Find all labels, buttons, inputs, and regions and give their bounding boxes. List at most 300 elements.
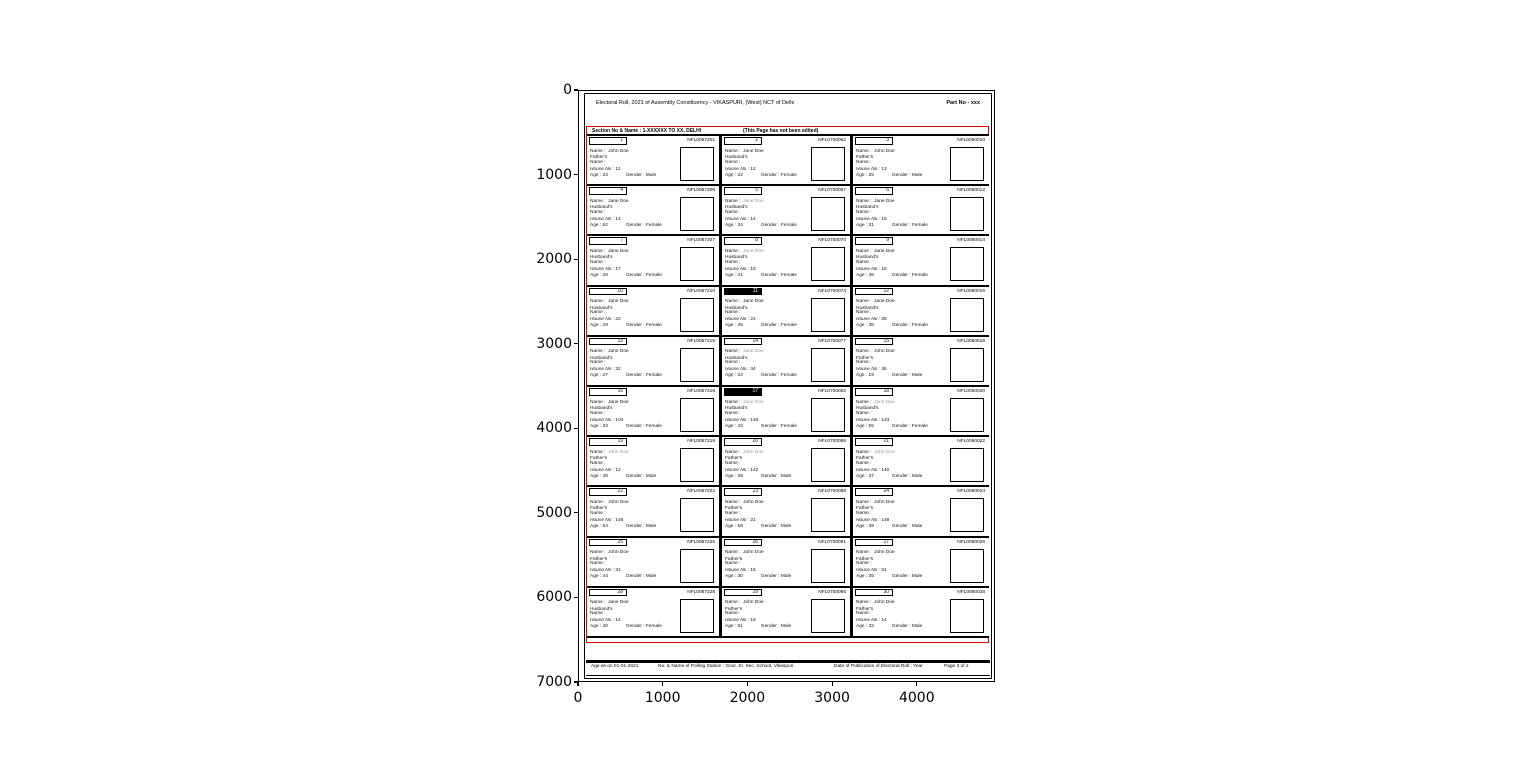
voter-photo-box: [680, 498, 714, 532]
age-value: Age : 24: [725, 373, 743, 379]
x-axis-tick-label: 3000: [814, 690, 850, 706]
age-value: Age : 38: [856, 323, 874, 329]
age-value: Age : 34: [725, 222, 743, 228]
age-value: Age : 32: [856, 624, 874, 630]
y-axis-tick-label: 4000: [536, 420, 572, 437]
epic-number: NFL0700062: [818, 138, 846, 143]
relation-line-2: Name :: [856, 561, 872, 567]
age-gender-line: [725, 173, 797, 179]
voter-card-grid: [587, 134, 989, 638]
voter-photo-box: [950, 549, 984, 583]
y-axis-tick-label: 7000: [536, 674, 572, 690]
age-value: Age : 37: [856, 473, 874, 479]
house-number-line: House No : 18: [856, 266, 887, 272]
relation-line-1: Husband's: [725, 305, 748, 311]
voter-card: [853, 186, 989, 234]
serial-number-box: 26: [724, 539, 762, 547]
serial-number-box: 8: [724, 237, 762, 245]
voter-name-line: Name : Jane Doe: [725, 349, 764, 355]
voter-name: Jane Doe: [874, 299, 895, 305]
relation-line-1: Father's: [856, 456, 874, 462]
relation-line-2: Name :: [856, 510, 872, 516]
voter-photo-box: [811, 498, 845, 532]
plot-area: [578, 90, 995, 682]
relation-line-2: Name :: [590, 561, 606, 567]
section-value: 1-XXXXXX TO XX, DELHI: [642, 127, 702, 134]
voter-card: [587, 487, 719, 535]
voter-photo-box: [680, 398, 714, 432]
epic-number: NFL0057207: [687, 238, 715, 244]
age-value: Age : 58: [725, 523, 743, 529]
voter-name: Jane Doe: [608, 198, 629, 204]
voter-name: John Doe: [608, 499, 629, 505]
voter-card: [853, 588, 989, 636]
relation-line-2: Name :: [856, 410, 872, 416]
relation-line-2: Name :: [590, 209, 606, 215]
age-gender-line: [856, 173, 922, 179]
voter-photo-box: [950, 147, 984, 181]
age-value: Age : 33: [590, 423, 608, 429]
relation-line-1: Father's: [856, 355, 874, 361]
relation-line-2: Name :: [856, 259, 872, 265]
voter-name: Jane Doe: [743, 148, 764, 154]
house-number-line: House No : 14: [856, 618, 887, 624]
voter-name-line: Name : Jane Doe: [725, 198, 764, 204]
house-number-line: House No : 19: [725, 618, 756, 624]
voter-name: Jane Doe: [874, 248, 895, 254]
relation-line-1: Father's: [590, 456, 608, 462]
age-gender-line: [856, 474, 922, 480]
voter-card: [853, 337, 989, 385]
voter-name: John Doe: [608, 550, 629, 556]
footer-age-note: Age as on 01-01-2021: [591, 664, 639, 669]
relation-line-2: Name :: [590, 259, 606, 265]
serial-number-box: 21: [855, 438, 893, 446]
voter-name: John Doe: [608, 449, 629, 455]
house-number-line: House No : 140: [856, 467, 890, 473]
voter-photo-box: [811, 398, 845, 432]
voter-photo-box: [950, 398, 984, 432]
voter-card: [722, 287, 850, 335]
relation-line-2: Name :: [725, 561, 741, 567]
gender-value: Gender : Female: [625, 272, 662, 278]
relation-line-1: Father's: [725, 556, 743, 562]
relation-line-1: Husband's: [590, 255, 613, 261]
age-gender-line: [856, 624, 922, 630]
relation-line-1: Father's: [725, 606, 743, 612]
serial-number-box: 22: [589, 488, 627, 496]
epic-number: NFL0050010: [957, 138, 985, 143]
age-value: Age : 19: [856, 373, 874, 379]
voter-name: Jane Doe: [608, 349, 629, 355]
page-header-title: Electoral Roll, 2021 of Assembly Constituency - VIKASPURI, (West) NCT of Delhi: [596, 100, 795, 106]
voter-name-line: Name : Jane Doe: [590, 248, 629, 254]
epic-number: NFL0057228: [687, 589, 715, 595]
age-gender-line: [590, 574, 656, 580]
voter-name: John Doe: [874, 349, 895, 355]
age-value: Age : 25: [856, 172, 874, 178]
age-gender-line: [725, 273, 797, 279]
y-axis-tick-label: 0: [563, 82, 572, 98]
relation-line-1: Husband's: [725, 355, 748, 361]
epic-number: NFL0700067: [818, 188, 846, 194]
age-gender-line: [590, 223, 662, 229]
age-value: Age : 43: [725, 423, 743, 429]
relation-line-2: Name :: [590, 159, 606, 165]
epic-number: NFL0700086: [818, 439, 846, 445]
voter-name-line: Name : John Doe: [856, 349, 895, 355]
age-gender-line: [725, 574, 791, 580]
footer-top-rule: [586, 660, 990, 663]
relation-line-2: Name :: [725, 310, 741, 316]
y-axis-tick-mark: [574, 174, 578, 175]
house-number-line: House No : 18: [725, 266, 756, 272]
voter-photo-box: [950, 498, 984, 532]
age-gender-line: [590, 424, 662, 430]
voter-photo-box: [680, 298, 714, 332]
voter-photo-box: [811, 448, 845, 482]
voter-name-line: Name : Jane Doe: [856, 399, 895, 405]
voter-card: [587, 236, 719, 284]
epic-number: NFL0057225: [687, 539, 715, 545]
epic-number: NFL0057216: [687, 389, 715, 394]
epic-number: NFL0050020: [957, 389, 985, 394]
gender-value: Gender : Female: [891, 272, 928, 278]
gender-value: Gender : Female: [891, 423, 928, 429]
age-value: Age : 29: [590, 323, 608, 329]
age-gender-line: [590, 173, 656, 179]
age-gender-line: [725, 424, 797, 430]
house-number-line: House No : 12: [590, 166, 621, 172]
x-axis-tick-mark: [662, 682, 663, 686]
voter-name-line: Name : Jane Doe: [725, 299, 764, 305]
gender-value: Gender : Male: [760, 473, 792, 479]
serial-number-box: 2: [724, 137, 762, 145]
serial-number-box: 30: [855, 589, 893, 597]
footer-publication: Date of Publication of Electoral Roll : Year: [834, 664, 923, 669]
serial-number-box: 4: [589, 187, 627, 195]
voter-name: John Doe: [743, 449, 764, 455]
x-axis-tick-label: 2000: [729, 690, 766, 706]
y-axis-tick-label: 2000: [536, 251, 572, 268]
house-number-line: House No : 31: [590, 568, 621, 574]
gender-value: Gender : Female: [625, 323, 662, 329]
footer-polling-station: No. & Name of Polling Station : Govt. Sr. Sec. School, Vikaspuri: [658, 664, 794, 669]
voter-card: [853, 387, 989, 435]
serial-number-box: 11: [724, 288, 762, 296]
voter-card: [587, 337, 719, 385]
gender-value: Gender : Male: [891, 373, 923, 379]
age-value: Age : 61: [725, 624, 743, 630]
age-gender-line: [856, 524, 922, 530]
age-value: Age : 22: [725, 172, 743, 178]
serial-number-box: 16: [589, 388, 627, 396]
gender-value: Gender : Female: [625, 373, 662, 379]
epic-number: NFL0050016: [957, 288, 985, 294]
serial-number-box: 20: [724, 438, 762, 446]
footer-bottom-rule: [586, 675, 990, 677]
voter-card: [722, 186, 850, 234]
relation-line-1: Father's: [590, 506, 608, 512]
voter-name: Jane Doe: [608, 399, 629, 405]
epic-number: NFL0057210: [687, 288, 715, 294]
voter-name-line: Name : John Doe: [725, 499, 764, 505]
serial-number-box: 7: [589, 237, 627, 245]
age-value: Age : 45: [725, 323, 743, 329]
serial-number-box: 17: [724, 388, 762, 396]
x-axis-tick-label: 0: [573, 690, 583, 706]
voter-name-line: Name : Jane Doe: [590, 198, 629, 204]
voter-card: [587, 287, 719, 335]
age-gender-line: [725, 524, 791, 530]
voter-photo-box: [950, 298, 984, 332]
relation-line-1: Father's: [725, 456, 743, 462]
relation-line-2: Name :: [856, 460, 872, 466]
relation-line-1: Husband's: [856, 205, 879, 211]
relation-line-2: Name :: [856, 310, 872, 316]
age-value: Age : 41: [725, 272, 743, 278]
serial-number-box: 14: [724, 338, 762, 346]
voter-name-line: Name : Jane Doe: [590, 600, 629, 606]
house-number-line: House No : 140: [725, 417, 759, 423]
epic-number: NFL0700074: [818, 288, 846, 294]
epic-number: NFL0700082: [818, 389, 846, 394]
age-gender-line: [856, 323, 928, 329]
voter-name: Jane Doe: [743, 349, 764, 355]
relation-line-1: Father's: [725, 506, 743, 512]
voter-name-line: Name : John Doe: [725, 550, 764, 556]
voter-name-line: Name : Jane Doe: [856, 248, 895, 254]
voter-photo-box: [811, 247, 845, 281]
voter-card: [853, 487, 989, 535]
voter-photo-box: [680, 599, 714, 633]
age-value: Age : 48: [590, 473, 608, 479]
voter-name-line: Name : Jane Doe: [590, 349, 629, 355]
serial-number-box: 1: [589, 137, 627, 145]
voter-photo-box: [950, 247, 984, 281]
age-gender-line: [856, 373, 922, 379]
voter-card: [587, 136, 719, 184]
epic-number: NFL0700095: [818, 589, 846, 595]
epic-number: NFL0057206: [687, 188, 715, 194]
age-value: Age : 28: [590, 272, 608, 278]
age-value: Age : 23: [590, 172, 608, 178]
relation-line-2: Name :: [856, 611, 872, 617]
y-axis-tick-label: 5000: [536, 504, 572, 521]
voter-name: Jane Doe: [608, 248, 629, 254]
epic-number: NFL0057222: [687, 489, 715, 495]
gender-value: Gender : Male: [625, 172, 657, 178]
voter-name: John Doe: [874, 600, 895, 606]
voter-name: John Doe: [743, 600, 764, 606]
age-value: Age : 39: [856, 523, 874, 529]
voter-name-line: Name : Jane Doe: [725, 248, 764, 254]
relation-line-1: Husband's: [725, 205, 748, 211]
y-axis-tick-label: 6000: [536, 589, 572, 606]
house-number-line: House No : 17: [590, 266, 621, 272]
gender-value: Gender : Female: [760, 172, 797, 178]
house-number-line: House No : 22: [590, 317, 621, 323]
gender-value: Gender : Male: [760, 624, 792, 630]
x-axis-tick-mark: [747, 682, 748, 686]
voter-name: Jane Doe: [743, 299, 764, 305]
relation-line-2: Name :: [590, 360, 606, 366]
voter-name: John Doe: [874, 148, 895, 154]
relation-line-2: Name :: [590, 611, 606, 617]
voter-name-line: Name : John Doe: [590, 499, 629, 505]
voter-name-line: Name : Jane Doe: [856, 299, 895, 305]
voter-name-line: Name : Jane Doe: [590, 399, 629, 405]
age-gender-line: [725, 323, 797, 329]
voter-name-line: Name : Jane Doe: [856, 198, 895, 204]
relation-line-1: Father's: [590, 155, 608, 160]
voter-name-line: Name : John Doe: [725, 600, 764, 606]
voter-card: [722, 337, 850, 385]
epic-number: NFL0050028: [957, 589, 985, 595]
relation-line-2: Name :: [725, 209, 741, 215]
section-header: [592, 128, 701, 134]
age-gender-line: [856, 574, 922, 580]
serial-number-box: 12: [855, 288, 893, 296]
voter-name-line: Name : Jane Doe: [725, 148, 764, 154]
voter-name-line: Name : John Doe: [590, 550, 629, 556]
serial-number-box: 13: [589, 338, 627, 346]
age-gender-line: [590, 373, 662, 379]
voter-name: John Doe: [608, 148, 629, 154]
serial-number-box: 18: [855, 388, 893, 396]
epic-number: NFL0700091: [818, 539, 846, 545]
age-gender-line: [590, 474, 656, 480]
voter-card: [722, 437, 850, 485]
voter-name: Jane Doe: [874, 399, 895, 405]
y-axis-tick-mark: [574, 428, 578, 429]
age-gender-line: [725, 373, 797, 379]
house-number-line: House No : 36: [856, 367, 887, 373]
voter-card: [722, 487, 850, 535]
voter-photo-box: [680, 549, 714, 583]
age-gender-line: [590, 524, 656, 530]
gender-value: Gender : Female: [625, 624, 662, 630]
voter-photo-box: [811, 549, 845, 583]
y-axis-tick-label: 1000: [536, 166, 572, 183]
age-gender-line: [725, 624, 791, 630]
voter-photo-box: [680, 448, 714, 482]
voter-name: Jane Doe: [743, 248, 764, 254]
section-label: Section No & Name :: [592, 127, 642, 134]
relation-line-2: Name :: [590, 410, 606, 416]
gender-value: Gender : Male: [625, 523, 657, 529]
voter-name: Jane Doe: [743, 198, 764, 204]
house-number-line: House No : 51: [856, 568, 887, 574]
voter-name-line: Name : John Doe: [856, 550, 895, 556]
voter-name: John Doe: [874, 550, 895, 556]
house-number-line: House No : 15: [725, 568, 756, 574]
relation-line-1: Husband's: [590, 355, 613, 361]
x-axis-tick-mark: [577, 682, 578, 686]
relation-line-2: Name :: [725, 159, 741, 165]
voter-card: [853, 437, 989, 485]
voter-card: [722, 236, 850, 284]
relation-line-2: Name :: [856, 360, 872, 366]
gender-value: Gender : Female: [760, 423, 797, 429]
voter-photo-box: [950, 448, 984, 482]
age-value: Age : 26: [725, 473, 743, 479]
relation-line-1: Husband's: [725, 155, 748, 160]
house-number-line: House No : 26: [856, 317, 887, 323]
voter-name: John Doe: [874, 499, 895, 505]
voter-card: [853, 538, 989, 586]
epic-number: NFL0057219: [687, 439, 715, 445]
relation-line-1: Husband's: [725, 255, 748, 261]
gender-value: Gender : Female: [760, 222, 797, 228]
relation-line-1: Husband's: [725, 406, 748, 411]
house-number-line: House No : 15: [856, 216, 887, 222]
voter-name-line: Name : John Doe: [725, 449, 764, 455]
serial-number-box: 28: [589, 589, 627, 597]
epic-number: NFL0050018: [957, 338, 985, 344]
house-number-line: House No : 24: [725, 317, 756, 323]
relation-line-1: Husband's: [856, 305, 879, 311]
voter-card: [587, 387, 719, 435]
relation-line-1: Husband's: [590, 305, 613, 311]
x-axis-tick-mark: [832, 682, 833, 686]
epic-number: NFL0050024: [957, 489, 985, 495]
y-axis-tick-mark: [574, 597, 578, 598]
age-value: Age : 52: [590, 222, 608, 228]
serial-number-box: 3: [855, 137, 893, 145]
x-axis-tick-label: 4000: [898, 690, 935, 706]
voter-card: [587, 186, 719, 234]
age-value: Age : 64: [590, 523, 608, 529]
age-value: Age : 30: [725, 574, 743, 580]
house-number-line: House No : 148: [856, 517, 890, 523]
relation-line-1: Husband's: [590, 606, 613, 612]
relation-line-2: Name :: [725, 360, 741, 366]
voter-photo-box: [811, 298, 845, 332]
epic-number: NFL0050026: [957, 539, 985, 545]
relation-line-1: Husband's: [856, 406, 879, 411]
y-axis-tick-mark: [574, 343, 578, 344]
y-axis-tick-mark: [574, 89, 578, 90]
serial-number-box: 27: [855, 539, 893, 547]
relation-line-1: Father's: [856, 506, 874, 512]
serial-number-box: 9: [855, 237, 893, 245]
gender-value: Gender : Male: [625, 574, 657, 580]
gender-value: Gender : Female: [760, 373, 797, 379]
relation-line-2: Name :: [725, 611, 741, 617]
epic-number: NFL0700077: [818, 338, 846, 344]
gender-value: Gender : Female: [891, 323, 928, 329]
voter-name-line: Name : John Doe: [856, 600, 895, 606]
voter-photo-box: [811, 197, 845, 231]
serial-number-box: 29: [724, 589, 762, 597]
voter-name-line: Name : Jane Doe: [590, 299, 629, 305]
relation-line-2: Name :: [725, 460, 741, 466]
age-value: Age : 35: [856, 574, 874, 580]
house-number-line: House No : 13: [856, 166, 887, 172]
epic-number: NFL0050012: [957, 188, 985, 194]
voter-name: John Doe: [743, 499, 764, 505]
voter-name: Jane Doe: [608, 600, 629, 606]
voter-name-line: Name : John Doe: [856, 148, 895, 154]
house-number-line: House No : 12: [590, 467, 621, 473]
house-number-line: House No : 34: [725, 367, 756, 373]
serial-number-box: 15: [855, 338, 893, 346]
epic-number: NFL0057215: [687, 338, 715, 344]
voter-photo-box: [680, 147, 714, 181]
relation-line-1: Husband's: [590, 406, 613, 411]
relation-line-2: Name :: [856, 159, 872, 165]
